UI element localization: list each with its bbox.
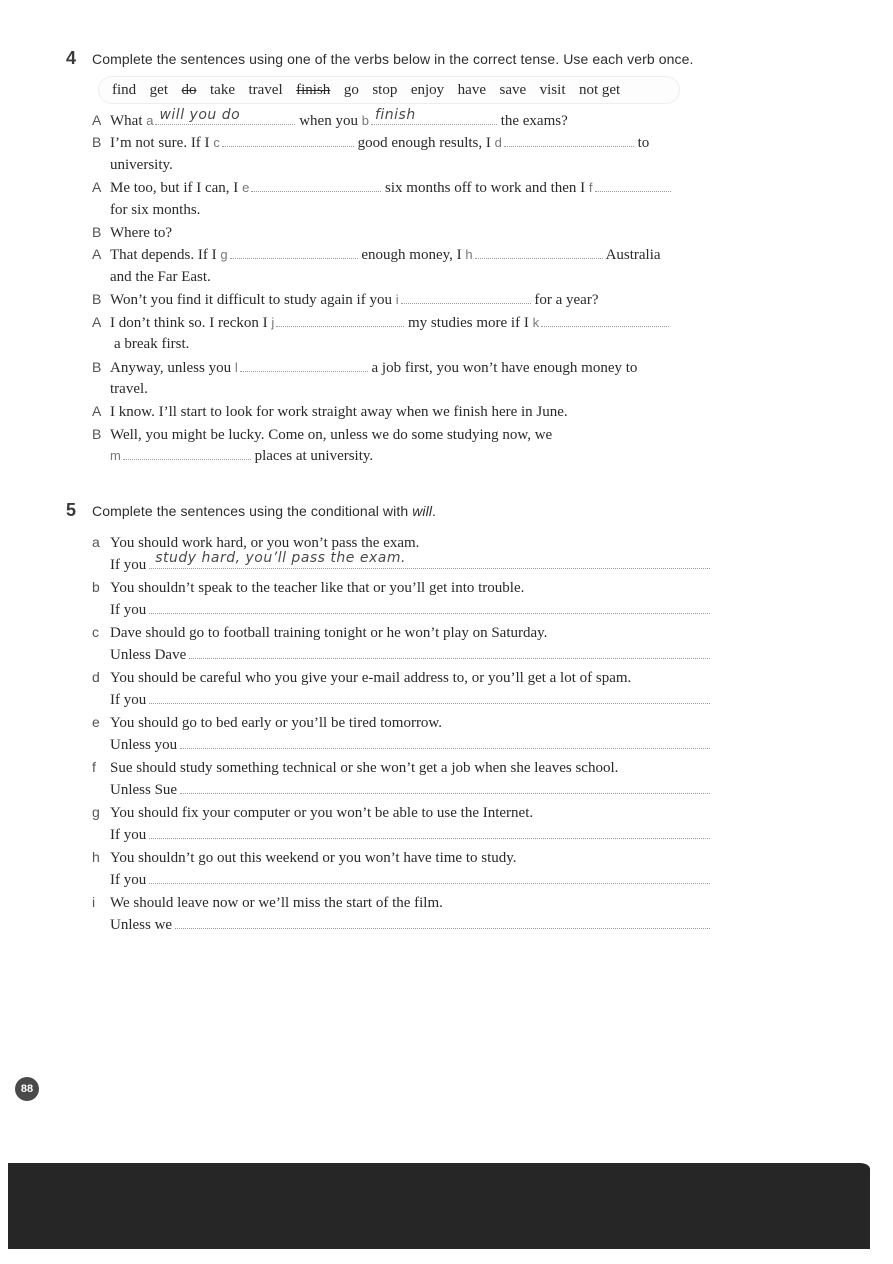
dialogue-text: places at university. xyxy=(254,448,374,464)
item-label: b xyxy=(92,579,100,595)
word-bank-item-used: do xyxy=(181,81,197,98)
dialogue-continuation xyxy=(110,445,373,467)
gap-letter: e xyxy=(242,180,250,195)
item-label: h xyxy=(92,849,100,865)
dialogue-line xyxy=(92,109,568,132)
dialogue-continuation: a break first. xyxy=(114,336,190,352)
dialogue-continuation: travel. xyxy=(110,381,148,397)
exercise-4-header xyxy=(66,48,694,69)
dialogue-line xyxy=(92,356,637,379)
dialogue-continuation: for six months. xyxy=(110,202,201,218)
item-label: g xyxy=(92,804,100,820)
word-bank-item: go xyxy=(343,81,359,98)
dialogue-text: What xyxy=(110,113,143,129)
gap-letter: l xyxy=(234,360,238,375)
item-label: e xyxy=(92,714,100,730)
answer-line[interactable] xyxy=(149,688,710,704)
dialogue-continuation: and the Far East. xyxy=(110,269,211,285)
response-prompt: If you xyxy=(110,872,147,888)
exercise-instruction: Complete the sentences using one of the verbs below in the correct tense. Use each verb once. xyxy=(92,51,694,67)
item-response-row xyxy=(110,550,710,576)
dialogue-line xyxy=(92,176,671,199)
speaker-label: B xyxy=(92,359,102,375)
word-bank xyxy=(98,76,680,104)
dialogue-text: enough money, I xyxy=(361,247,462,263)
dialogue-text: Won’t you find it difficult to study again if you xyxy=(110,292,392,308)
dialogue-text: Well, you might be lucky. Come on, unless we do some studying now, we xyxy=(110,427,553,443)
word-bank-item: have xyxy=(457,81,486,98)
item-label: f xyxy=(92,759,96,775)
dialogue-text: to xyxy=(637,135,650,151)
item-response-row xyxy=(110,688,710,711)
speaker-label: B xyxy=(92,426,102,442)
dialogue-text: good enough results, I xyxy=(357,135,491,151)
answer-line[interactable] xyxy=(189,643,710,659)
word-bank-item: save xyxy=(499,81,527,98)
gap-letter: k xyxy=(532,315,540,330)
word-bank-item: find xyxy=(112,81,137,98)
answer-line[interactable] xyxy=(149,823,710,839)
answer-line[interactable] xyxy=(180,778,710,794)
answer-line[interactable] xyxy=(175,913,710,929)
item-sentence: You should be careful who you give your e-mail address to, or you’ll get a lot of spam. xyxy=(110,670,632,686)
word-bank-item: not get xyxy=(578,81,621,98)
item-sentence: You should fix your computer or you won’t be able to use the Internet. xyxy=(110,805,534,821)
word-bank-item-used: finish xyxy=(296,81,331,98)
response-prompt: Unless Dave xyxy=(110,647,187,663)
dialogue-line xyxy=(92,423,552,446)
gap-blank-g[interactable] xyxy=(230,244,358,259)
gap-letter: d xyxy=(494,135,502,150)
exercise-number: 5 xyxy=(66,500,77,520)
dialogue-text: Australia xyxy=(605,247,661,263)
exercise-item xyxy=(92,846,517,869)
dialogue-text: That depends. If I xyxy=(110,247,217,263)
gap-letter: h xyxy=(465,247,473,262)
answer-line[interactable] xyxy=(149,598,710,614)
instruction-text: Complete the sentences using the conditional with xyxy=(92,503,413,519)
gap-blank-f[interactable] xyxy=(595,177,671,192)
gap-blank-e[interactable] xyxy=(251,177,381,192)
exercise-item xyxy=(92,576,524,599)
dialogue-text: my studies more if I xyxy=(408,315,529,331)
speaker-label: A xyxy=(92,179,102,195)
dialogue-text: a job first, you won’t have enough money to xyxy=(371,360,638,376)
dialogue-text: I know. I’ll start to look for work straight away when we finish here in June. xyxy=(110,404,568,420)
speaker-label: B xyxy=(92,224,102,240)
word-bank-item: enjoy xyxy=(410,81,445,98)
word-bank-item: visit xyxy=(539,81,566,98)
gap-letter: i xyxy=(395,292,399,307)
gap-blank-h[interactable] xyxy=(475,244,603,259)
word-bank-item: take xyxy=(210,81,235,98)
item-label: c xyxy=(92,624,99,640)
gap-letter: g xyxy=(220,247,228,262)
response-prompt: If you xyxy=(110,692,147,708)
handwritten-answer: study hard, you’ll pass the exam. xyxy=(155,550,406,566)
speaker-label: A xyxy=(92,403,102,419)
item-response-row xyxy=(110,598,710,621)
response-prompt: Unless you xyxy=(110,737,178,753)
dialogue-text: six months off to work and then I xyxy=(385,180,586,196)
speaker-label: B xyxy=(92,291,102,307)
item-response-row xyxy=(110,778,710,801)
gap-blank-j[interactable] xyxy=(276,312,404,327)
handwritten-answer: will you do xyxy=(159,107,241,123)
exercise-item xyxy=(92,891,443,914)
speaker-label: A xyxy=(92,246,102,262)
response-prompt: If you xyxy=(110,602,147,618)
exercise-instruction xyxy=(92,503,436,519)
gap-letter: b xyxy=(361,113,369,128)
exercise-item xyxy=(92,756,618,779)
item-label: d xyxy=(92,669,100,685)
dialogue-line xyxy=(92,221,172,244)
item-sentence: You shouldn’t go out this weekend or you won’t have time to study. xyxy=(110,850,517,866)
gap-blank-c[interactable] xyxy=(222,132,354,147)
dialogue-text: for a year? xyxy=(534,292,599,308)
speaker-label: A xyxy=(92,314,102,330)
exercise-item xyxy=(92,801,533,824)
item-sentence: You should go to bed early or you’ll be tired tomorrow. xyxy=(110,715,443,731)
gap-blank-l[interactable] xyxy=(240,357,368,372)
dialogue-text: I don’t think so. I reckon I xyxy=(110,315,268,331)
gap-blank-b[interactable] xyxy=(371,107,497,125)
word-bank-item: get xyxy=(149,81,168,98)
dialogue-continuation: university. xyxy=(110,157,173,173)
response-prompt: If you xyxy=(110,827,147,843)
dialogue-line xyxy=(92,311,669,334)
answer-line[interactable] xyxy=(149,550,710,569)
gap-letter: m xyxy=(110,448,121,463)
answer-line[interactable] xyxy=(149,868,710,884)
item-sentence: Dave should go to football training tonight or he won’t play on Saturday. xyxy=(110,625,548,641)
exercise-item xyxy=(92,621,547,644)
gap-letter: f xyxy=(588,180,593,195)
exercise-item xyxy=(92,666,631,689)
gap-letter: a xyxy=(146,113,154,128)
speaker-label: A xyxy=(92,112,102,128)
dialogue-text: Anyway, unless you xyxy=(110,360,232,376)
gap-letter: c xyxy=(213,135,220,150)
item-response-row xyxy=(110,733,710,756)
item-sentence: You shouldn’t speak to the teacher like that or you’ll get into trouble. xyxy=(110,580,525,596)
word-bank-item: travel xyxy=(248,81,283,98)
response-prompt: Unless we xyxy=(110,917,173,933)
exercise-number: 4 xyxy=(66,48,77,68)
answer-line[interactable] xyxy=(180,733,710,749)
dialogue-line xyxy=(92,288,598,311)
dialogue-text: the exams? xyxy=(500,113,568,129)
exercise-item xyxy=(92,711,442,734)
dialogue-text: Me too, but if I can, I xyxy=(110,180,239,196)
item-sentence: Sue should study something technical or she won’t get a job when she leaves school. xyxy=(110,760,619,776)
item-response-row xyxy=(110,868,710,891)
item-sentence: We should leave now or we’ll miss the start of the film. xyxy=(110,895,443,911)
dialogue-line xyxy=(92,131,649,154)
dialogue-line xyxy=(92,243,661,266)
exercise-5-header xyxy=(66,500,436,521)
response-prompt: Unless Sue xyxy=(110,782,178,798)
handwritten-answer: finish xyxy=(374,107,416,123)
gap-blank-k[interactable] xyxy=(541,312,669,327)
gap-blank-a[interactable] xyxy=(155,107,295,125)
dialogue-text: Where to? xyxy=(110,225,173,241)
item-response-row xyxy=(110,913,710,936)
gap-letter: j xyxy=(271,315,275,330)
item-label: i xyxy=(92,894,96,910)
speaker-label: B xyxy=(92,134,102,150)
dialogue-text: I’m not sure. If I xyxy=(110,135,210,151)
page-number-badge: 88 xyxy=(15,1077,39,1101)
instruction-text: . xyxy=(432,503,437,519)
dialogue-text: when you xyxy=(299,113,358,129)
item-label: a xyxy=(92,534,100,550)
gap-blank-i[interactable] xyxy=(401,289,531,304)
item-response-row xyxy=(110,823,710,846)
item-response-row xyxy=(110,643,710,666)
item-sentence: You should work hard, or you won’t pass the exam. xyxy=(110,535,420,551)
gap-blank-d[interactable] xyxy=(504,132,634,147)
dialogue-line xyxy=(92,400,568,423)
response-prompt: If you xyxy=(110,557,147,573)
instruction-emphasis: will xyxy=(412,503,433,519)
word-bank-item: stop xyxy=(372,81,398,98)
footer-dark-band xyxy=(8,1163,870,1249)
gap-blank-m[interactable] xyxy=(123,445,251,460)
